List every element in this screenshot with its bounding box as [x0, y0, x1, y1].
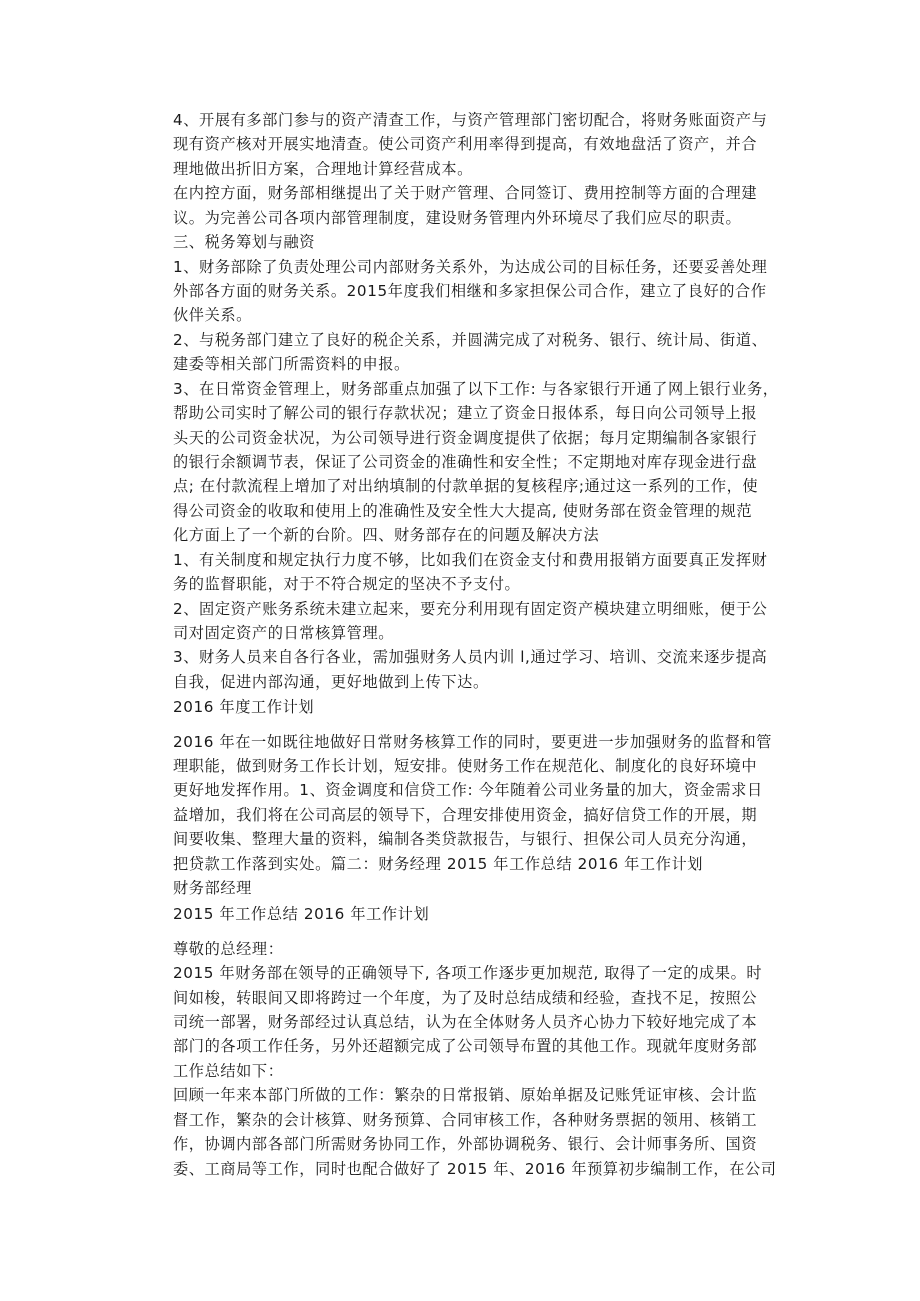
text-line: 理职能，做到财务工作长计划，短安排。使财务工作在规范化、制度化的良好环境中: [173, 757, 758, 775]
text-line: 建委等相关部门所需资料的申报。: [173, 355, 410, 373]
summary-heading: 2015 年工作总结 2016 年工作计划: [173, 905, 430, 923]
text-line: 议。为完善公司各项内部管理制度，建设财务管理内外环境尽了我们应尽的职责。: [173, 209, 742, 227]
text-line: 司对固定资产的日常核算管理。: [173, 624, 395, 642]
text-line: 工作总结如下：: [173, 1062, 284, 1080]
text-line: 间如梭，转眼间又即将跨过一个年度，为了及时总结成绩和经验，查找不足，按照公: [173, 989, 758, 1007]
text-line: 现有资产核对开展实地清查。使公司资产利用率得到提高，有效地盘活了资产，并合: [173, 135, 758, 153]
text-line: 2、与税务部门建立了良好的税企关系，并圆满完成了对税务、银行、统计局、街道、: [173, 331, 768, 349]
section-heading: 三、税务筹划与融资: [173, 233, 316, 251]
text-line: 头天的公司资金状况，为公司领导进行资金调度提供了依据；每月定期编制各家银行: [173, 429, 758, 447]
text-line: 3、财务人员来自各行各业，需加强财务人员内训 l,通过学习、培训、交流来逐步提高: [173, 648, 768, 666]
text-line: 作，协调内部各部门所需财务协同工作，外部协调税务、银行、会计师事务所、国资: [173, 1135, 758, 1153]
text-line: 3、在日常资金管理上，财务部重点加强了以下工作: 与各家银行开通了网上银行业务，: [173, 380, 779, 398]
salutation: 尊敬的总经理：: [173, 940, 284, 958]
text-line: 间要收集、整理大量的资料，编制各类贷款报告，与银行、担保公司人员充分沟通，: [173, 830, 758, 848]
text-line: 理地做出折旧方案，合理地计算经营成本。: [173, 160, 473, 178]
text-line: 2、固定资产账务系统未建立起来，要充分利用现有固定资产模块建立明细账，便于公: [173, 600, 768, 618]
text-line: 把贷款工作落到实处。篇二：财务经理 2015 年工作总结 2016 年工作计划: [173, 855, 704, 873]
text-line: 自我，促进内部沟通，更好地做到上传下达。: [173, 673, 489, 691]
role-heading: 财务部经理: [173, 879, 252, 897]
text-line: 2015 年财务部在领导的正确领导下, 各项工作逐步更加规范, 取得了一定的成果。时: [173, 964, 763, 982]
text-line: 2016 年在一如既往地做好日常财务核算工作的同时，要更进一步加强财务的监督和管: [173, 733, 773, 751]
text-line: 更好地发挥作用。1、资金调度和信贷工作: 今年随着公司业务量的加大，资金需求日: [173, 781, 763, 799]
text-line: 务的监督职能，对于不符合规定的坚决不予支付。: [173, 575, 521, 593]
text-line: 部门的各项工作任务，另外还超额完成了公司领导布置的其他工作。现就年度财务部: [173, 1037, 758, 1055]
text-line: 督工作，繁杂的会计核算、财务预算、合同审核工作，各种财务票据的领用、核销工: [173, 1111, 758, 1129]
text-line: 益增加，我们将在公司高层的领导下，合理安排使用资金，搞好信贷工作的开展，期: [173, 806, 758, 824]
text-line: 在内控方面，财务部相继提出了关于财产管理、合同签订、费用控制等方面的合理建: [173, 184, 758, 202]
text-line: 外部各方面的财务关系。2015年度我们相继和多家担保公司合作，建立了良好的合作: [173, 282, 767, 300]
text-line: 帮助公司实时了解公司的银行存款状况；建立了资金日报体系，每日向公司领导上报: [173, 404, 758, 422]
text-line: 1、财务部除了负责处理公司内部财务关系外，为达成公司的目标任务，还要妥善处理: [173, 258, 768, 276]
text-line: 4、开展有多部门参与的资产清查工作，与资产管理部门密切配合，将财务账面资产与: [173, 111, 768, 129]
text-line: 回顾一年来本部门所做的工作：繁杂的日常报销、原始单据及记账凭证审核、会计监: [173, 1086, 758, 1104]
text-line: 1、有关制度和规定执行力度不够，比如我们在资金支付和费用报销方面要真正发挥财: [173, 551, 768, 569]
text-line: 伙伴关系。: [173, 306, 252, 324]
text-line: 司统一部署，财务部经过认真总结，认为在全体财务人员齐心协力下较好地完成了本: [173, 1013, 758, 1031]
plan-heading: 2016 年度工作计划: [173, 698, 315, 716]
text-line: 化方面上了一个新的台阶。四、财务部存在的问题及解决方法: [173, 526, 600, 544]
text-line: 的银行余额调节表，保证了公司资金的准确性和安全性；不定期地对库存现金进行盘: [173, 453, 758, 471]
text-line: 委、工商局等工作，同时也配合做好了 2015 年、2016 年预算初步编制工作，在公司: [173, 1160, 777, 1178]
text-line: 得公司资金的收取和使用上的准确性及安全性大大提高, 使财务部在资金管理的规范: [173, 502, 753, 520]
text-line: 点; 在付款流程上增加了对出纳填制的付款单据的复核程序;通过这一系列的工作，使: [173, 477, 759, 495]
